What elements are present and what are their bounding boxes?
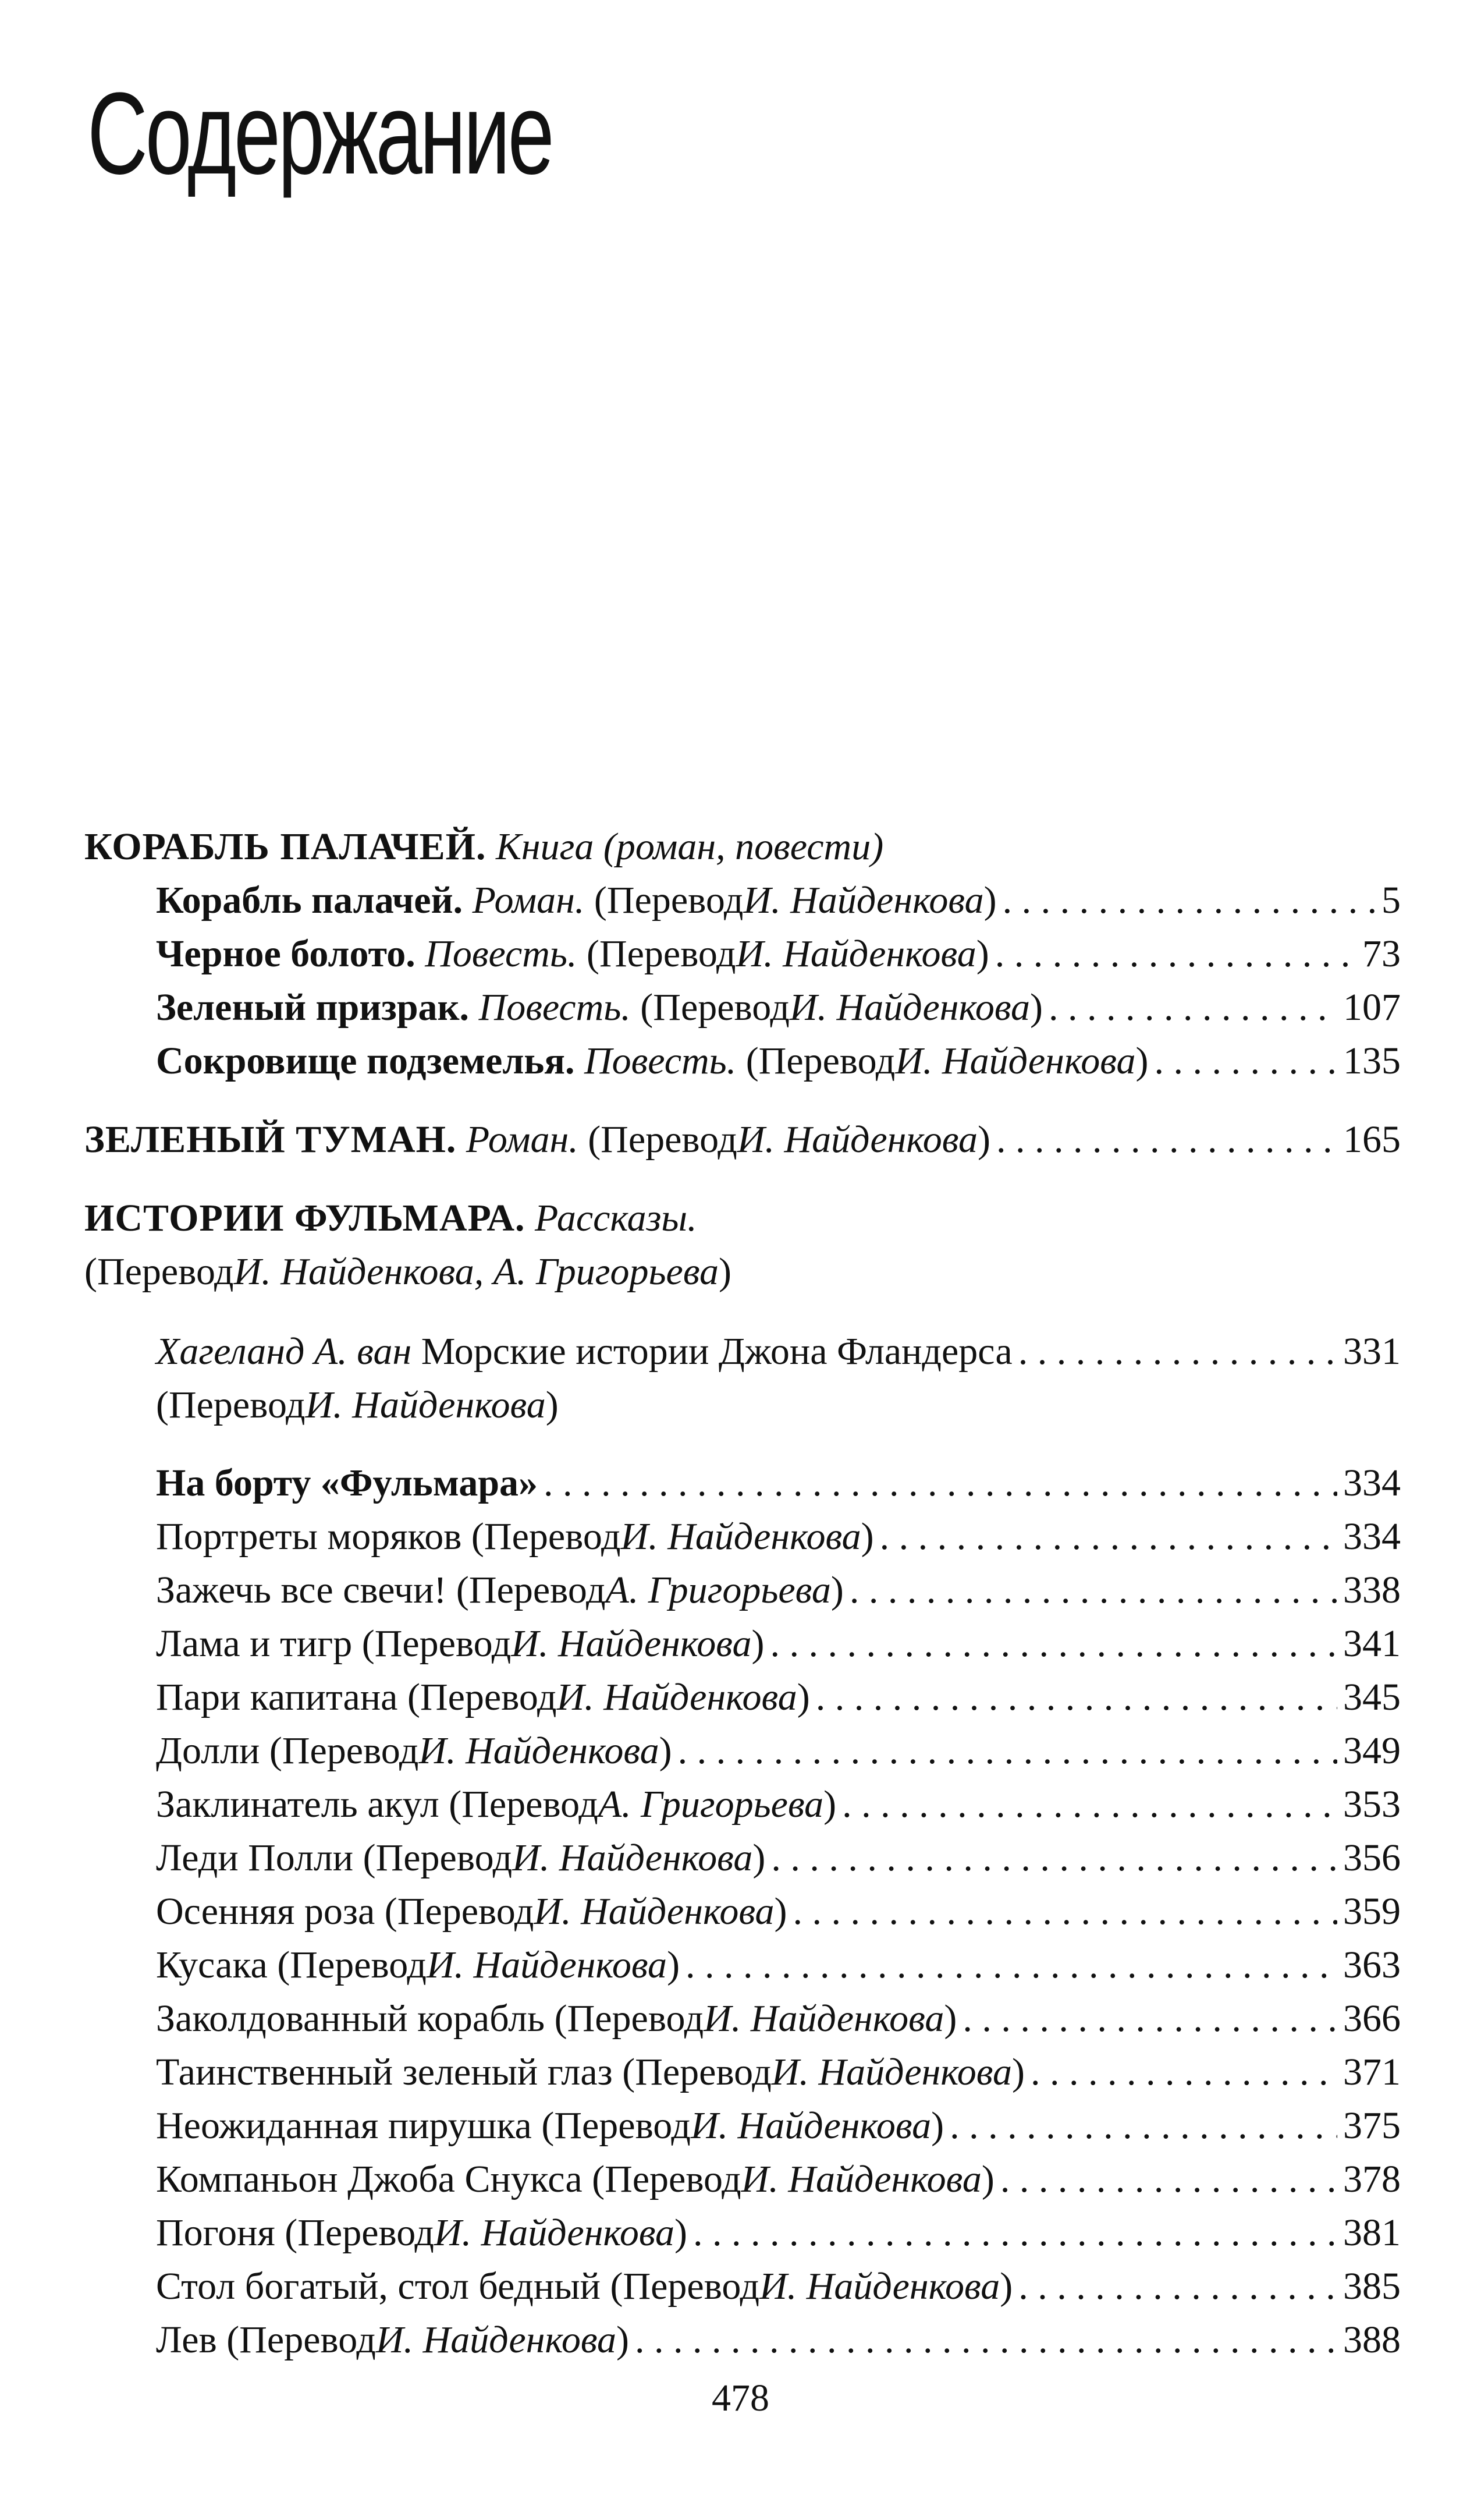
- translator-name: И. Найденкова: [704, 1997, 944, 2040]
- translator-name: И. Найденкова: [375, 2319, 617, 2361]
- translator-prefix: (Перевод: [592, 2158, 741, 2200]
- translator-suffix: ): [659, 1729, 672, 1772]
- page-number: 341: [1343, 1622, 1401, 1665]
- book-genre: Рассказы.: [535, 1197, 697, 1239]
- book-title: ИСТОРИИ ФУЛЬМАРА.: [84, 1197, 525, 1239]
- entry-title: Неожиданная пирушка: [156, 2104, 532, 2147]
- translator-prefix: (Перевод: [640, 986, 790, 1029]
- translator-suffix: ): [674, 2211, 688, 2254]
- translator-name: И. Найденкова: [759, 2265, 1000, 2308]
- page-number: 73: [1362, 933, 1401, 975]
- translator-name: И. Найденкова: [620, 1515, 861, 1558]
- dot-leader: [816, 1674, 1337, 1721]
- translator-suffix: ): [797, 1676, 810, 1718]
- entry-title: Таинственный зеленый глаз: [156, 2051, 613, 2093]
- translator-name: И. Найденкова: [736, 933, 976, 975]
- entry-genre: Повесть.: [584, 1040, 737, 1082]
- entry-title: Компаньон Джоба Снукса: [156, 2158, 583, 2200]
- translator-name: И. Найденкова: [426, 1944, 667, 1986]
- translator-name: А. Григорьева: [598, 1783, 824, 1826]
- dot-leader: [693, 2210, 1337, 2256]
- translator-suffix: ): [944, 1997, 957, 2040]
- entry-title: Стол богатый, стол бедный: [156, 2265, 601, 2308]
- page-number: 349: [1343, 1729, 1401, 1772]
- toc-entry[interactable]: [0, 2049, 1481, 2096]
- toc-entry[interactable]: [0, 1514, 1481, 1560]
- entry-title: Кусака: [156, 1944, 268, 1986]
- book-heading: [0, 1195, 1481, 1242]
- entry-title: Сокровище подземелья.: [156, 1040, 575, 1082]
- preface-author: Хагеланд А. ван: [156, 1330, 412, 1373]
- page-number: 338: [1343, 1569, 1401, 1611]
- translator-prefix: (Перевод: [594, 879, 744, 921]
- page-number: 359: [1343, 1890, 1401, 1933]
- preface-translator: [0, 1382, 1481, 1429]
- entry-title: Лев: [156, 2319, 217, 2361]
- toc-entry[interactable]: [0, 1728, 1481, 1774]
- translator-name: И. Найденкова: [789, 986, 1031, 1029]
- translator-name: И. Найденкова: [534, 1890, 775, 1933]
- book-title: ЗЕЛЕНЫЙ ТУМАН.: [84, 1118, 457, 1161]
- translator-suffix: ): [1030, 986, 1043, 1029]
- translator-prefix: (Перевод: [610, 2265, 760, 2308]
- translator-prefix: (Перевод: [285, 2211, 434, 2254]
- book-genre: Книга (роман, повести): [496, 825, 884, 868]
- entry-title: Лама и тигр: [156, 1622, 353, 1665]
- translator-prefix: (Перевод: [269, 1729, 419, 1772]
- translator-name: И. Найденкова: [895, 1040, 1136, 1082]
- dot-leader: [1049, 984, 1337, 1031]
- entry-title: Пари капитана: [156, 1676, 398, 1718]
- translator-prefix: (Перевод: [449, 1783, 598, 1826]
- translator-name: И. Найденкова: [743, 879, 984, 921]
- translator-suffix: ): [667, 1944, 680, 1986]
- dot-leader: [1031, 2049, 1337, 2096]
- page-number: 363: [1343, 1944, 1401, 1986]
- translator-suffix: ): [981, 2158, 995, 2200]
- translator-suffix: ): [751, 1622, 765, 1665]
- dot-leader: [995, 931, 1356, 977]
- translator-prefix: (Перевод: [586, 933, 736, 975]
- page-number: 366: [1343, 1997, 1401, 2040]
- toc-entry[interactable]: [0, 2156, 1481, 2203]
- dot-leader: [686, 1942, 1337, 1989]
- dot-leader: [1018, 1328, 1337, 1375]
- dot-leader: [850, 1567, 1337, 1614]
- toc-entry[interactable]: [0, 1781, 1481, 1828]
- dot-leader: [771, 1835, 1337, 1881]
- translator-suffix: ): [1000, 2265, 1013, 2308]
- dot-leader: [770, 1621, 1337, 1667]
- translator-name: И. Найденкова: [512, 1837, 753, 1879]
- dot-leader: [1018, 2263, 1337, 2310]
- translator-name: И. Найденкова: [434, 2211, 675, 2254]
- entry-title: Морские истории Джона Фландерса: [421, 1330, 1013, 1373]
- book-translators: [0, 1249, 1481, 1295]
- page-number: 356: [1343, 1837, 1401, 1879]
- dot-leader: [793, 1888, 1337, 1935]
- toc-entry[interactable]: [0, 2263, 1481, 2310]
- entry-title: Осенняя роза: [156, 1890, 375, 1933]
- translator-name: И. Найденкова, А. Григорьева: [233, 1250, 719, 1293]
- entry-genre: Повесть.: [478, 986, 631, 1029]
- page-number: 107: [1343, 986, 1401, 1029]
- translator-suffix: ): [616, 2319, 630, 2361]
- translator-prefix: (Перевод: [156, 1384, 306, 1426]
- translator-suffix: ): [719, 1250, 732, 1293]
- translator-prefix: (Перевод: [407, 1676, 557, 1718]
- entry-genre: Повесть.: [425, 933, 577, 975]
- translator-suffix: ): [931, 2104, 944, 2147]
- page-number-footer: 478: [712, 2377, 769, 2419]
- dot-leader: [544, 1460, 1337, 1507]
- translator-name: И. Найденкова: [511, 1622, 752, 1665]
- translator-name: И. Найденкова: [305, 1384, 546, 1426]
- entry-title: Зеленый призрак.: [156, 986, 470, 1029]
- translator-prefix: (Перевод: [471, 1515, 621, 1558]
- dot-leader: [1003, 877, 1376, 924]
- translator-prefix: (Перевод: [384, 1890, 534, 1933]
- dot-leader: [950, 2103, 1337, 2149]
- toc-entry[interactable]: [0, 1888, 1481, 1935]
- translator-name: И. Найденкова: [418, 1729, 659, 1772]
- toc-entry[interactable]: [0, 1117, 1481, 1163]
- entry-title: Черное болото.: [156, 933, 415, 975]
- toc-entry[interactable]: [0, 1567, 1481, 1614]
- entry-title: Долли: [156, 1729, 260, 1772]
- page-number: 331: [1343, 1330, 1401, 1373]
- book-genre: Роман.: [466, 1118, 578, 1161]
- toc-entry[interactable]: [0, 2210, 1481, 2256]
- page-number: 381: [1343, 2211, 1401, 2254]
- dot-leader: [963, 1996, 1337, 2042]
- translator-prefix: (Перевод: [588, 1118, 737, 1161]
- translator-prefix: (Перевод: [745, 1040, 896, 1082]
- toc-entry[interactable]: [0, 877, 1481, 924]
- page-number: 334: [1343, 1515, 1401, 1558]
- translator-prefix: (Перевод: [361, 1622, 512, 1665]
- toc-entry[interactable]: [0, 1835, 1481, 1881]
- translator-suffix: ): [1011, 2051, 1025, 2093]
- page-number: 345: [1343, 1676, 1401, 1718]
- dot-leader: [1000, 2156, 1337, 2203]
- translator-prefix: (Перевод: [554, 1997, 704, 2040]
- toc-entry[interactable]: [0, 984, 1481, 1031]
- entry-title: Леди Полли: [156, 1837, 354, 1879]
- toc-entry[interactable]: [0, 1328, 1481, 1375]
- translator-prefix: (Перевод: [277, 1944, 427, 1986]
- translator-prefix: (Перевод: [541, 2104, 691, 2147]
- translator-suffix: ): [774, 1890, 787, 1933]
- entry-title: Заклинатель акул: [156, 1783, 439, 1826]
- dot-leader: [678, 1728, 1337, 1774]
- translator-suffix: ): [976, 933, 989, 975]
- entry-title: Заколдованный корабль: [156, 1997, 545, 2040]
- translator-suffix: ): [752, 1837, 766, 1879]
- translator-name: И. Найденкова: [737, 1118, 978, 1161]
- toc-entry[interactable]: [0, 931, 1481, 977]
- dot-leader: [996, 1117, 1337, 1163]
- toc-entry[interactable]: [0, 1996, 1481, 2042]
- book-title: КОРАБЛЬ ПАЛАЧЕЙ.: [84, 825, 486, 868]
- page-title: Содержание: [87, 69, 552, 199]
- toc-entry[interactable]: [0, 1942, 1481, 1989]
- page-number: 353: [1343, 1783, 1401, 1826]
- page-number: 135: [1343, 1040, 1401, 1082]
- page-number: 165: [1343, 1118, 1401, 1161]
- translator-suffix: ): [977, 1118, 990, 1161]
- toc-entry[interactable]: [0, 2103, 1481, 2149]
- translator-suffix: ): [545, 1384, 559, 1426]
- translator-suffix: ): [830, 1569, 844, 1611]
- page-number: 334: [1343, 1462, 1401, 1504]
- translator-prefix: (Перевод: [226, 2319, 376, 2361]
- page-number: 5: [1381, 879, 1401, 921]
- toc-section[interactable]: [0, 1460, 1481, 1507]
- translator-prefix: (Перевод: [456, 1569, 606, 1611]
- translator-name: И. Найденкова: [771, 2051, 1012, 2093]
- dot-leader: [880, 1514, 1337, 1560]
- entry-title: Портреты моряков: [156, 1515, 462, 1558]
- translator-prefix: (Перевод: [363, 1837, 513, 1879]
- dot-leader: [842, 1781, 1337, 1828]
- page-number: 378: [1343, 2158, 1401, 2200]
- translator-name: И. Найденкова: [556, 1676, 797, 1718]
- dot-leader: [635, 2317, 1337, 2363]
- page-number: 375: [1343, 2104, 1401, 2147]
- page-number: 385: [1343, 2265, 1401, 2308]
- translator-suffix: ): [1135, 1040, 1149, 1082]
- entry-genre: Роман.: [472, 879, 585, 921]
- translator-name: И. Найденкова: [690, 2104, 932, 2147]
- page-number: 371: [1343, 2051, 1401, 2093]
- translator-prefix: (Перевод: [622, 2051, 772, 2093]
- translator-prefix: (Перевод: [84, 1250, 234, 1293]
- entry-title: Корабль палачей.: [156, 879, 463, 921]
- entry-title: Погоня: [156, 2211, 275, 2254]
- translator-suffix: ): [861, 1515, 874, 1558]
- entry-title: Зажечь все свечи!: [156, 1569, 447, 1611]
- toc-entry[interactable]: [0, 1038, 1481, 1084]
- toc-entry[interactable]: [0, 1621, 1481, 1667]
- translator-suffix: ): [983, 879, 997, 921]
- translator-suffix: ): [823, 1783, 837, 1826]
- page-number: 388: [1343, 2319, 1401, 2361]
- translator-name: И. Найденкова: [741, 2158, 982, 2200]
- dot-leader: [1154, 1038, 1337, 1084]
- toc-entry[interactable]: [0, 1674, 1481, 1721]
- book-heading: [0, 824, 1481, 870]
- section-title: На борту «Фульмара»: [156, 1462, 538, 1504]
- toc-entry[interactable]: [0, 2317, 1481, 2363]
- translator-name: А. Григорьева: [605, 1569, 831, 1611]
